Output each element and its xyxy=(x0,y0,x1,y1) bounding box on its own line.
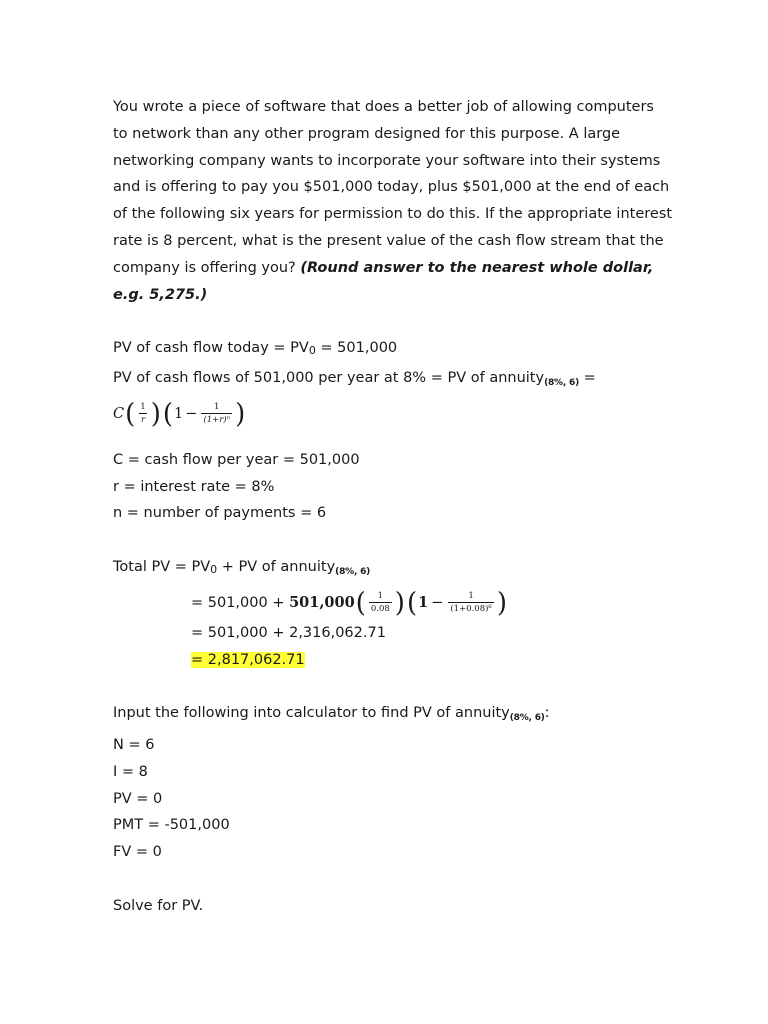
rounding-instruction: (Round answer to the nearest whole dollar, e.g. 5,275.) xyxy=(113,259,654,303)
total-step-2: = 501,000 + 2,316,062.71 xyxy=(191,624,386,641)
pv-annuity-line xyxy=(113,365,673,397)
pv-today-subscript: 0 xyxy=(308,344,316,358)
total-pv-subscript: (8%, 6) xyxy=(335,566,371,577)
pv-annuity-subscript: (8%, 6) xyxy=(544,377,579,388)
total-result-highlighted: = 2,817,062.71 xyxy=(191,651,305,668)
total-step-1-minus: − xyxy=(431,594,444,611)
definition-n: n = number of payments = 6 xyxy=(113,505,327,522)
total-step-1-fraction-discount: $\frac{1}{\text{(1+0.08)⁶}}$ xyxy=(450,591,492,615)
formula-one: 1 xyxy=(174,405,184,422)
total-step-1-one: 1 xyxy=(418,594,429,612)
calculator-input-i: I = 8 xyxy=(113,763,148,780)
formula-fraction-1-over-r: $\frac{1}{r}$ xyxy=(140,402,146,426)
calculator-input-pv: PV = 0 xyxy=(113,790,163,807)
total-pv-subscript-0: 0 xyxy=(210,562,218,576)
pv-today-line xyxy=(113,335,673,365)
definition-c: C = cash flow per year = 501,000 xyxy=(113,451,360,468)
total-pv-middle: + PV of annuity xyxy=(217,558,336,575)
problem-text: You wrote a piece of software that does a better job of allowing computers to network than any other program designed for this purpose. A large networking company wants to incorporate your software into their systems and is offering to pay you $501,000 today, plus $501,000 at the end of each of the following six years for permission to do this. If the appropriate interest rate is 8 percent, what is the present value of the cash flow stream that the company is offering you? xyxy=(113,99,673,276)
definition-r: r = interest rate = 8% xyxy=(113,478,275,495)
calculator-intro-subscript: (8%, 6) xyxy=(509,713,545,724)
calculator-inputs xyxy=(113,732,673,866)
calculator-intro-text: Input the following into calculator to find PV of annuity xyxy=(113,705,510,722)
total-pv-text: Total PV = PV xyxy=(113,558,211,575)
pv-annuity-text: PV of cash flows of 501,000 per year at 8% = PV of annuity xyxy=(113,369,545,386)
total-step-1-c: 501,000 xyxy=(289,594,355,612)
calculator-intro: Input the following into calculator to find PV of annuity$_{(8\%, 6)}$: xyxy=(113,705,550,724)
definitions-list xyxy=(113,447,673,527)
calculator-input-pmt: PMT = -501,000 xyxy=(113,817,230,834)
total-pv-line xyxy=(113,554,673,586)
total-step-1-fraction-rate: $\frac{1}{0.08}$ xyxy=(370,591,390,615)
solve-instruction: Solve for PV. xyxy=(113,897,204,914)
pv-today-value: = 501,000 xyxy=(315,340,398,357)
problem-statement xyxy=(113,94,673,308)
formula-fraction-discount: $\frac{1}{\text{(1+r)ⁿ}}$ xyxy=(203,402,231,426)
pv-today-text: PV of cash flow today = PV xyxy=(113,340,309,357)
total-result xyxy=(113,647,673,674)
annuity-formula: C ( $\frac{1}{r}$ ) ( 1 − $\frac{1}{\text{(1+r)ⁿ}}$ ) xyxy=(113,398,246,430)
pv-annuity-equals: = xyxy=(579,369,596,386)
solution-document xyxy=(113,94,673,920)
calculator-input-fv: FV = 0 xyxy=(113,844,162,861)
formula-minus: − xyxy=(185,405,198,422)
calculator-input-n: N = 6 xyxy=(113,736,155,753)
total-step-1: = 501,000 + 501,000 ( $\frac{1}{0.08}$ ) ( 1 − $\frac{1}{\text{(1+0.08)⁶}}$ ) xyxy=(191,587,507,619)
total-step-1-text: = 501,000 + xyxy=(191,594,290,611)
formula-c: C xyxy=(113,405,125,422)
